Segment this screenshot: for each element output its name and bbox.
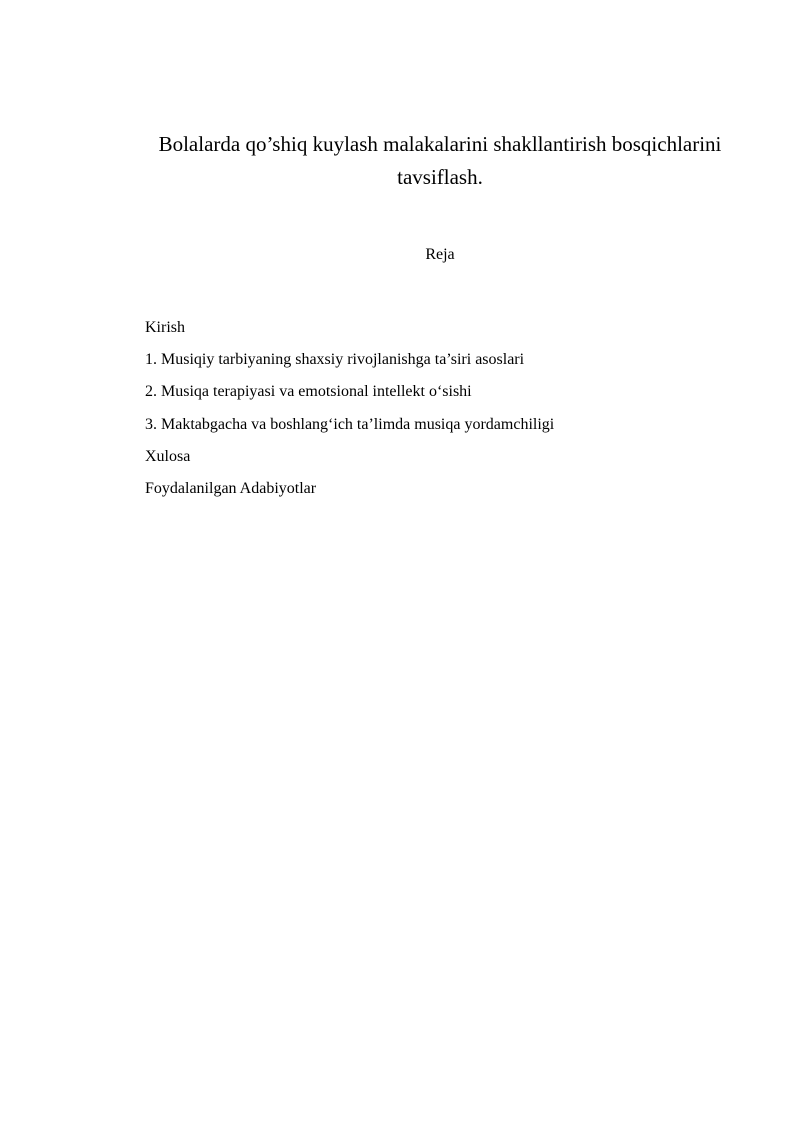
plan-heading: Reja bbox=[425, 246, 455, 263]
toc-item-references: Foydalanilgan Adabiyotlar bbox=[145, 479, 317, 497]
document-title-line-2: tavsiflash. bbox=[397, 165, 483, 189]
toc-item-introduction: Kirish bbox=[145, 319, 185, 336]
document-title bbox=[120, 128, 760, 194]
table-of-contents bbox=[145, 318, 765, 511]
toc-item-conclusion: Xulosa bbox=[145, 447, 191, 465]
toc-item-1: 1. Musiqiy tarbiyaning shaxsiy rivojlanishga ta’siri asoslari bbox=[145, 351, 525, 369]
toc-item-2: 2. Musiqa terapiyasi va emotsional intellekt o‘sishi bbox=[145, 383, 472, 401]
document-title-line-1: Bolalarda qo’shiq kuylash malakalarini shakllantirish bosqichlarini bbox=[158, 132, 722, 156]
toc-item-3: 3. Maktabgacha va boshlang‘ich ta’limda musiqa yordamchiligi bbox=[145, 415, 555, 433]
